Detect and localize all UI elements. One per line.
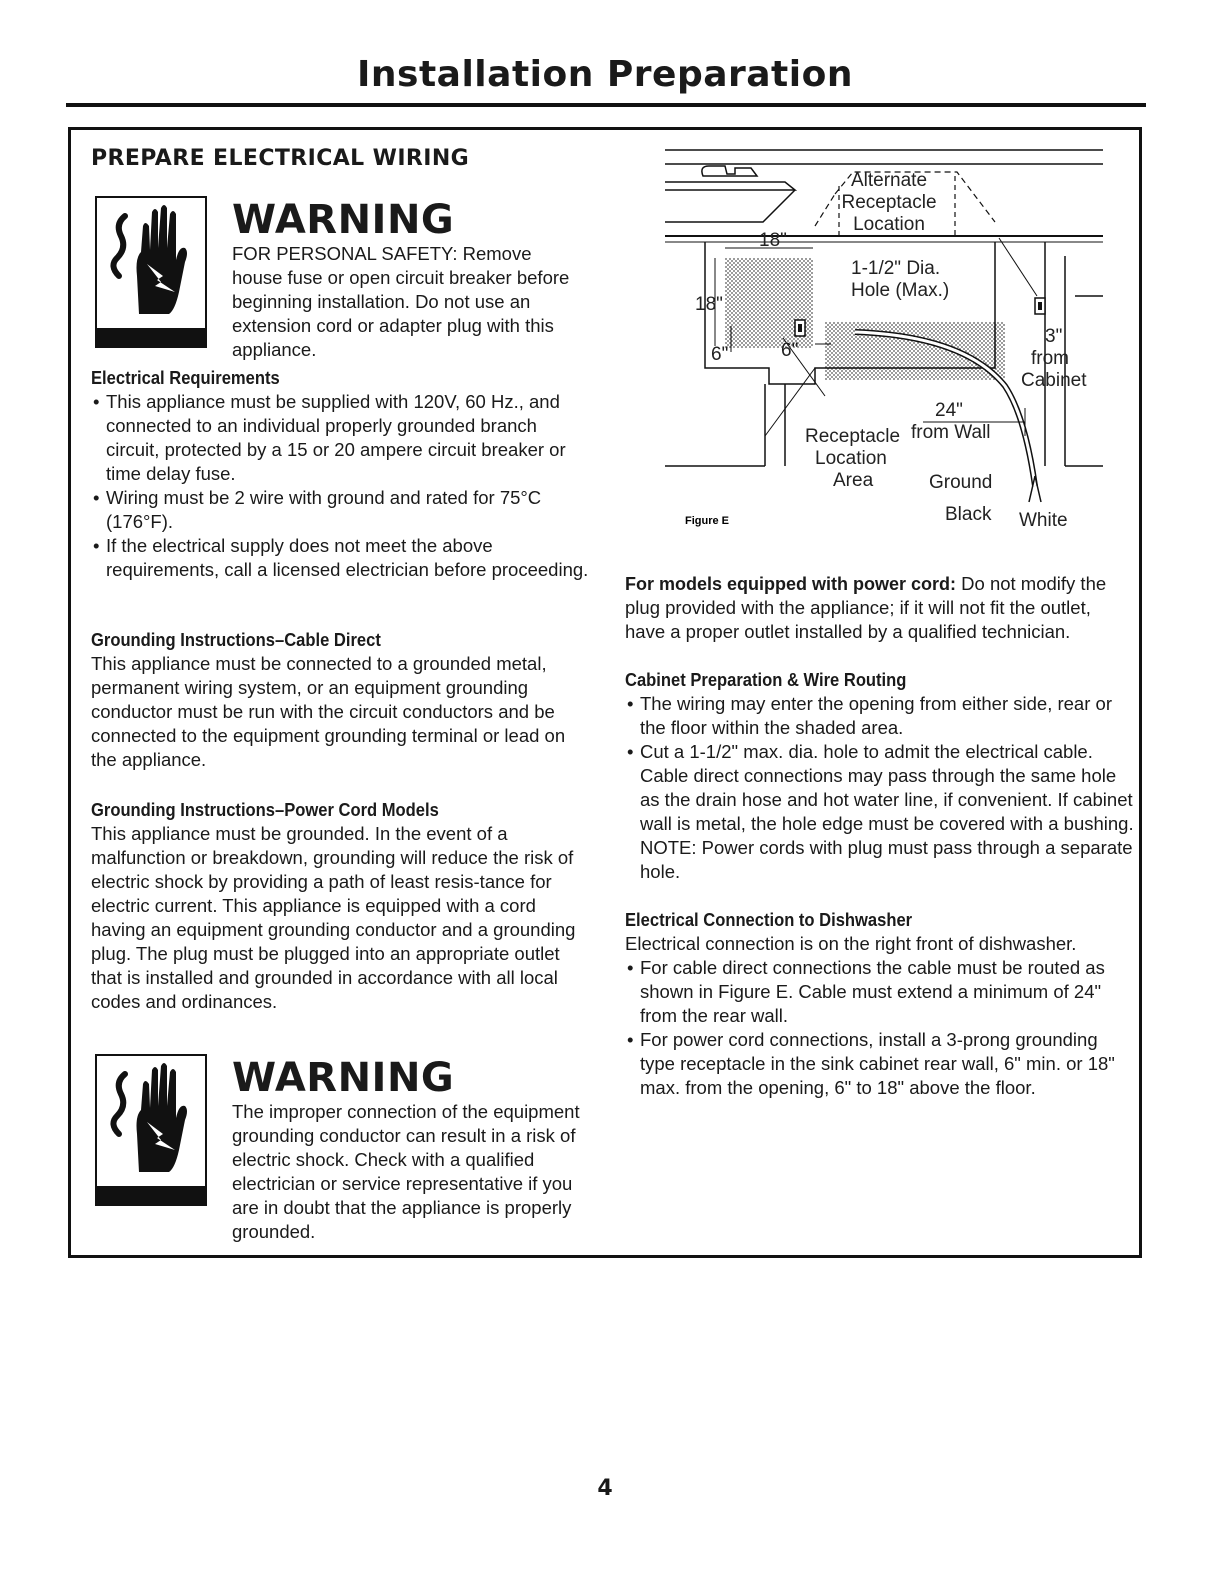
figure-label: Location	[815, 448, 887, 469]
power-cord-text: Do not modify the plug provided with the appliance; if it will not fit the outlet, have a proper outlet installed by a qualified technician.	[625, 573, 1107, 642]
section-heading: PREPARE ELECTRICAL WIRING	[91, 146, 470, 171]
figure-label: from Wall	[911, 422, 991, 443]
grounding-power-text: This appliance must be grounded. In the event of a malfunction or breakdown, grounding will reduce the risk of electric shock by providing a path of least resis-tance for electric current. This appliance is equipped with a cord having an equipment grounding conductor and a grounding plug. The plug must be plugged into an appropriate outlet that is installed and grounded in accordance with all local codes and ordinances.	[91, 823, 576, 1012]
figure-label: 6"	[781, 340, 799, 361]
shock-hazard-icon	[95, 1054, 207, 1206]
cabinet-preparation	[625, 668, 1135, 884]
list-item: • Wiring must be 2 wire with ground and rated for 75°C (176°F).	[91, 486, 591, 534]
figure-label: Area	[833, 470, 874, 491]
page-number: 4	[597, 1476, 613, 1501]
list-item: • For cable direct connections the cable must be routed as shown in Figure E. Cable must extend a minimum of 24" from the rear wall.	[625, 956, 1135, 1028]
figure-label: Location	[853, 214, 925, 235]
electrical-requirements-list	[91, 390, 591, 582]
grounding-power-heading: Grounding Instructions–Power Cord Models	[91, 800, 439, 820]
power-cord-paragraph	[625, 572, 1135, 644]
electrical-connection-heading: Electrical Connection to Dishwasher	[625, 910, 913, 930]
electrical-requirements	[91, 366, 591, 582]
title-rule	[66, 103, 1146, 107]
figure-label: 6"	[711, 344, 729, 365]
figure-label: Alternate	[850, 170, 928, 191]
figure-label: 1-1/2" Dia.	[851, 258, 941, 279]
list-item: • If the electrical supply does not meet the above requirements, call a licensed electrician before proceeding.	[91, 534, 591, 582]
warning-text-1: FOR PERSONAL SAFETY: Remove house fuse or open circuit breaker before beginning installation. Do not use an extension cord or adapter plug with this appliance.	[232, 243, 570, 360]
list-item: • The wiring may enter the opening from either side, rear or the floor within the shaded area.	[625, 692, 1135, 740]
shock-hazard-icon	[95, 196, 207, 348]
warning-title-2: WARNING	[232, 1055, 455, 1101]
figure-label: Ground	[929, 472, 993, 493]
power-cord-note	[625, 572, 1135, 644]
grounding-cable-heading: Grounding Instructions–Cable Direct	[91, 630, 381, 650]
page-title: Installation Preparation	[357, 54, 853, 95]
figure-label: Receptacle	[805, 426, 901, 447]
cabinet-prep-heading: Cabinet Preparation & Wire Routing	[625, 670, 907, 690]
figure-caption: Figure E	[685, 515, 730, 527]
electrical-requirements-heading: Electrical Requirements	[91, 368, 280, 388]
figure-label: 18"	[695, 294, 723, 315]
figure-label: Hole (Max.)	[851, 280, 950, 301]
figure-label: 24"	[935, 400, 963, 421]
grounding-cable-direct	[91, 628, 591, 772]
figure-label: White	[1019, 510, 1068, 531]
list-item: • This appliance must be supplied with 120V, 60 Hz., and connected to an individual properly grounded branch circuit, protected by a 15 or 20 ampere circuit breaker or time delay fuse.	[91, 390, 591, 486]
warning-block-1	[95, 196, 595, 360]
electrical-connection-list	[625, 956, 1135, 1100]
figure-label: Black	[945, 504, 992, 525]
cabinet-prep-list	[625, 692, 1135, 884]
figure-label: from	[1031, 348, 1069, 369]
content-box	[68, 127, 1142, 1258]
list-item: • Cut a 1-1/2" max. dia. hole to admit the electrical cable. Cable direct connections may pass through the same hole as the drain hose and hot water line, if convenient. If cabinet wall is metal, the hole edge must be covered with a bushing. NOTE: Power cords with plug must pass through a separate hole.	[625, 740, 1135, 884]
power-cord-bold: For models equipped with power cord:	[625, 574, 957, 594]
figure-label: 3"	[1045, 326, 1063, 347]
electrical-connection	[625, 908, 1135, 1100]
grounding-power-cord	[91, 798, 591, 1014]
figure-label: Cabinet	[1021, 370, 1087, 391]
grounding-cable-text: This appliance must be connected to a grounded metal, permanent wiring system, or an equipment grounding conductor must be run with the circuit conductors and be connected to the equipment grounding terminal or lead on the appliance.	[91, 653, 566, 770]
figure-label: 18"	[759, 230, 787, 251]
figure-e-diagram	[665, 146, 1105, 556]
electrical-connection-text: Electrical connection is on the right front of dishwasher.	[625, 933, 1077, 954]
figure-label: Receptacle	[841, 192, 937, 213]
warning-title-1: WARNING	[232, 197, 455, 243]
warning-text-2: The improper connection of the equipment grounding conductor can result in a risk of electric shock. Check with a qualified electrician or service representative if you are in doubt that the appliance is properly grounded.	[232, 1101, 580, 1242]
warning-block-2	[95, 1054, 595, 1244]
list-item: • For power cord connections, install a 3-prong grounding type receptacle in the sink cabinet rear wall, 6" min. or 18" max. from the opening, 6" to 18" above the floor.	[625, 1028, 1135, 1100]
